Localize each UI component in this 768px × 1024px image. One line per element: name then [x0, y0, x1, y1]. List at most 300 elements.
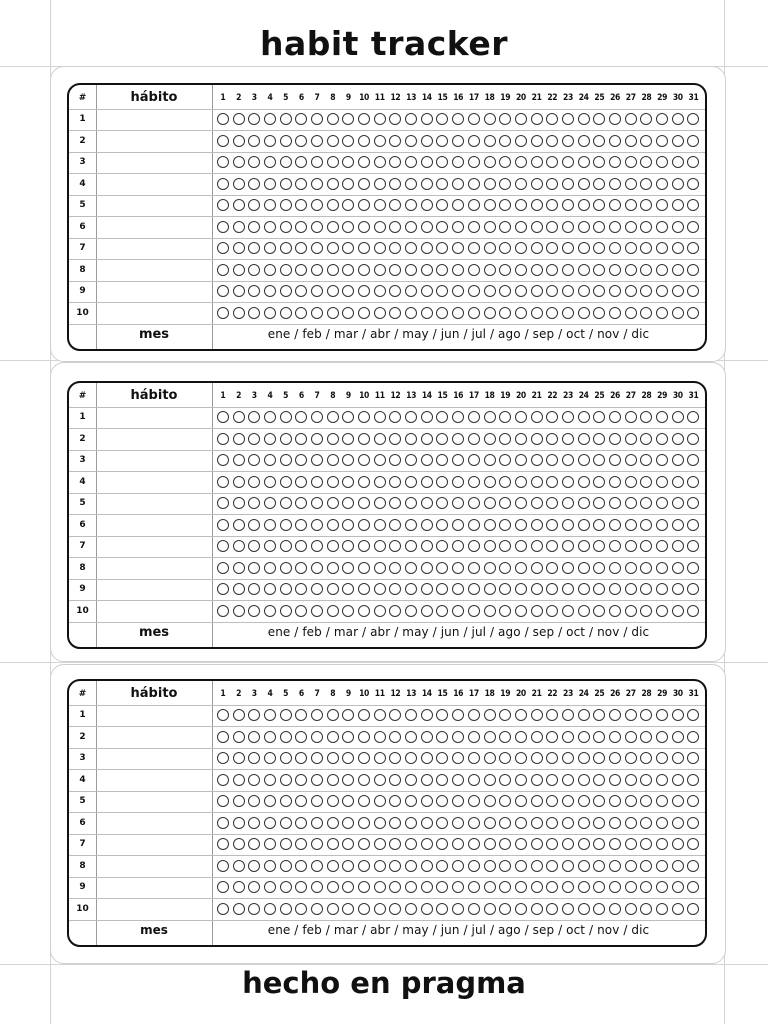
- day-check-circle[interactable]: [358, 860, 370, 872]
- habit-name-field[interactable]: [96, 769, 212, 791]
- day-check-circle[interactable]: [311, 199, 323, 211]
- day-check-circle[interactable]: [484, 497, 496, 509]
- day-check-circle[interactable]: [327, 540, 339, 552]
- day-check-circle[interactable]: [358, 817, 370, 829]
- day-check-circle[interactable]: [656, 709, 668, 721]
- day-check-circle[interactable]: [625, 605, 637, 617]
- day-check-circle[interactable]: [640, 752, 652, 764]
- day-check-circle[interactable]: [531, 838, 543, 850]
- day-check-circle[interactable]: [515, 795, 527, 807]
- day-check-circle[interactable]: [531, 264, 543, 276]
- day-check-circle[interactable]: [389, 113, 401, 125]
- day-check-circle[interactable]: [640, 860, 652, 872]
- day-check-circle[interactable]: [233, 752, 245, 764]
- day-check-circle[interactable]: [311, 307, 323, 319]
- day-check-circle[interactable]: [280, 881, 292, 893]
- day-check-circle[interactable]: [593, 476, 605, 488]
- day-check-circle[interactable]: [484, 285, 496, 297]
- day-check-circle[interactable]: [327, 454, 339, 466]
- day-check-circle[interactable]: [687, 497, 699, 509]
- day-check-circle[interactable]: [233, 242, 245, 254]
- day-check-circle[interactable]: [484, 540, 496, 552]
- day-check-circle[interactable]: [484, 583, 496, 595]
- day-check-circle[interactable]: [515, 307, 527, 319]
- day-check-circle[interactable]: [405, 519, 417, 531]
- day-check-circle[interactable]: [546, 178, 558, 190]
- day-check-circle[interactable]: [625, 178, 637, 190]
- day-check-circle[interactable]: [452, 221, 464, 233]
- day-check-circle[interactable]: [484, 605, 496, 617]
- day-check-circle[interactable]: [280, 199, 292, 211]
- day-check-circle[interactable]: [578, 562, 590, 574]
- day-check-circle[interactable]: [264, 817, 276, 829]
- day-check-circle[interactable]: [264, 307, 276, 319]
- day-check-circle[interactable]: [531, 242, 543, 254]
- day-check-circle[interactable]: [531, 817, 543, 829]
- day-check-circle[interactable]: [687, 752, 699, 764]
- day-check-circle[interactable]: [452, 562, 464, 574]
- day-check-circle[interactable]: [640, 454, 652, 466]
- day-check-circle[interactable]: [405, 221, 417, 233]
- day-check-circle[interactable]: [389, 605, 401, 617]
- day-check-circle[interactable]: [358, 264, 370, 276]
- day-check-circle[interactable]: [358, 562, 370, 574]
- day-check-circle[interactable]: [358, 454, 370, 466]
- day-check-circle[interactable]: [562, 307, 574, 319]
- day-check-circle[interactable]: [484, 519, 496, 531]
- day-check-circle[interactable]: [358, 135, 370, 147]
- day-check-circle[interactable]: [374, 540, 386, 552]
- day-check-circle[interactable]: [421, 433, 433, 445]
- day-check-circle[interactable]: [609, 731, 621, 743]
- day-check-circle[interactable]: [562, 135, 574, 147]
- day-check-circle[interactable]: [405, 135, 417, 147]
- day-check-circle[interactable]: [264, 433, 276, 445]
- day-check-circle[interactable]: [311, 774, 323, 786]
- day-check-circle[interactable]: [593, 156, 605, 168]
- day-check-circle[interactable]: [515, 709, 527, 721]
- day-check-circle[interactable]: [327, 135, 339, 147]
- day-check-circle[interactable]: [625, 774, 637, 786]
- day-check-circle[interactable]: [640, 242, 652, 254]
- day-check-circle[interactable]: [358, 178, 370, 190]
- day-check-circle[interactable]: [625, 476, 637, 488]
- day-check-circle[interactable]: [374, 178, 386, 190]
- day-check-circle[interactable]: [233, 476, 245, 488]
- day-check-circle[interactable]: [389, 860, 401, 872]
- day-check-circle[interactable]: [217, 519, 229, 531]
- day-check-circle[interactable]: [452, 519, 464, 531]
- day-check-circle[interactable]: [327, 752, 339, 764]
- day-check-circle[interactable]: [421, 264, 433, 276]
- day-check-circle[interactable]: [656, 476, 668, 488]
- day-check-circle[interactable]: [264, 519, 276, 531]
- day-check-circle[interactable]: [233, 199, 245, 211]
- day-check-circle[interactable]: [264, 583, 276, 595]
- day-check-circle[interactable]: [233, 731, 245, 743]
- day-check-circle[interactable]: [546, 817, 558, 829]
- day-check-circle[interactable]: [374, 562, 386, 574]
- day-check-circle[interactable]: [311, 156, 323, 168]
- day-check-circle[interactable]: [311, 709, 323, 721]
- day-check-circle[interactable]: [405, 454, 417, 466]
- day-check-circle[interactable]: [327, 860, 339, 872]
- day-check-circle[interactable]: [389, 881, 401, 893]
- day-check-circle[interactable]: [248, 881, 260, 893]
- day-check-circle[interactable]: [264, 476, 276, 488]
- day-check-circle[interactable]: [436, 307, 448, 319]
- day-check-circle[interactable]: [342, 264, 354, 276]
- day-check-circle[interactable]: [625, 817, 637, 829]
- day-check-circle[interactable]: [233, 817, 245, 829]
- day-check-circle[interactable]: [374, 264, 386, 276]
- day-check-circle[interactable]: [499, 903, 511, 915]
- day-check-circle[interactable]: [264, 178, 276, 190]
- day-check-circle[interactable]: [405, 881, 417, 893]
- day-check-circle[interactable]: [625, 433, 637, 445]
- day-check-circle[interactable]: [233, 454, 245, 466]
- day-check-circle[interactable]: [264, 497, 276, 509]
- day-check-circle[interactable]: [562, 731, 574, 743]
- day-check-circle[interactable]: [484, 860, 496, 872]
- day-check-circle[interactable]: [687, 540, 699, 552]
- day-check-circle[interactable]: [421, 221, 433, 233]
- day-check-circle[interactable]: [578, 903, 590, 915]
- day-check-circle[interactable]: [562, 519, 574, 531]
- day-check-circle[interactable]: [421, 199, 433, 211]
- day-check-circle[interactable]: [405, 307, 417, 319]
- day-check-circle[interactable]: [515, 519, 527, 531]
- day-check-circle[interactable]: [625, 497, 637, 509]
- day-check-circle[interactable]: [562, 562, 574, 574]
- day-check-circle[interactable]: [327, 199, 339, 211]
- day-check-circle[interactable]: [311, 752, 323, 764]
- day-check-circle[interactable]: [515, 476, 527, 488]
- day-check-circle[interactable]: [389, 903, 401, 915]
- day-check-circle[interactable]: [280, 731, 292, 743]
- day-check-circle[interactable]: [578, 774, 590, 786]
- day-check-circle[interactable]: [374, 135, 386, 147]
- day-check-circle[interactable]: [405, 795, 417, 807]
- day-check-circle[interactable]: [436, 519, 448, 531]
- day-check-circle[interactable]: [358, 519, 370, 531]
- day-check-circle[interactable]: [452, 731, 464, 743]
- day-check-circle[interactable]: [656, 113, 668, 125]
- day-check-circle[interactable]: [609, 709, 621, 721]
- day-check-circle[interactable]: [358, 411, 370, 423]
- day-check-circle[interactable]: [295, 817, 307, 829]
- day-check-circle[interactable]: [546, 433, 558, 445]
- day-check-circle[interactable]: [578, 476, 590, 488]
- day-check-circle[interactable]: [421, 881, 433, 893]
- day-check-circle[interactable]: [609, 113, 621, 125]
- day-check-circle[interactable]: [280, 605, 292, 617]
- day-check-circle[interactable]: [452, 752, 464, 764]
- day-check-circle[interactable]: [233, 264, 245, 276]
- day-check-circle[interactable]: [546, 307, 558, 319]
- habit-name-field[interactable]: [96, 855, 212, 877]
- day-check-circle[interactable]: [640, 156, 652, 168]
- day-check-circle[interactable]: [672, 476, 684, 488]
- day-check-circle[interactable]: [233, 838, 245, 850]
- day-check-circle[interactable]: [233, 709, 245, 721]
- day-check-circle[interactable]: [436, 562, 448, 574]
- day-check-circle[interactable]: [421, 838, 433, 850]
- day-check-circle[interactable]: [217, 156, 229, 168]
- habit-name-field[interactable]: [96, 898, 212, 920]
- day-check-circle[interactable]: [499, 135, 511, 147]
- day-check-circle[interactable]: [389, 795, 401, 807]
- day-check-circle[interactable]: [342, 838, 354, 850]
- day-check-circle[interactable]: [546, 135, 558, 147]
- day-check-circle[interactable]: [389, 199, 401, 211]
- day-check-circle[interactable]: [311, 881, 323, 893]
- day-check-circle[interactable]: [452, 242, 464, 254]
- day-check-circle[interactable]: [342, 113, 354, 125]
- day-check-circle[interactable]: [295, 221, 307, 233]
- day-check-circle[interactable]: [421, 476, 433, 488]
- day-check-circle[interactable]: [468, 307, 480, 319]
- day-check-circle[interactable]: [374, 752, 386, 764]
- day-check-circle[interactable]: [531, 221, 543, 233]
- day-check-circle[interactable]: [233, 519, 245, 531]
- day-check-circle[interactable]: [656, 562, 668, 574]
- day-check-circle[interactable]: [578, 497, 590, 509]
- day-check-circle[interactable]: [531, 135, 543, 147]
- day-check-circle[interactable]: [405, 476, 417, 488]
- day-check-circle[interactable]: [672, 881, 684, 893]
- day-check-circle[interactable]: [421, 731, 433, 743]
- day-check-circle[interactable]: [468, 774, 480, 786]
- habit-name-field[interactable]: [96, 238, 212, 260]
- day-check-circle[interactable]: [405, 497, 417, 509]
- habit-name-field[interactable]: [96, 834, 212, 856]
- day-check-circle[interactable]: [295, 411, 307, 423]
- day-check-circle[interactable]: [280, 795, 292, 807]
- day-check-circle[interactable]: [405, 411, 417, 423]
- day-check-circle[interactable]: [593, 540, 605, 552]
- day-check-circle[interactable]: [248, 838, 260, 850]
- day-check-circle[interactable]: [358, 731, 370, 743]
- day-check-circle[interactable]: [217, 605, 229, 617]
- day-check-circle[interactable]: [311, 221, 323, 233]
- day-check-circle[interactable]: [389, 540, 401, 552]
- day-check-circle[interactable]: [625, 519, 637, 531]
- day-check-circle[interactable]: [593, 752, 605, 764]
- day-check-circle[interactable]: [311, 731, 323, 743]
- day-check-circle[interactable]: [233, 135, 245, 147]
- day-check-circle[interactable]: [389, 497, 401, 509]
- day-check-circle[interactable]: [578, 838, 590, 850]
- day-check-circle[interactable]: [405, 774, 417, 786]
- day-check-circle[interactable]: [562, 221, 574, 233]
- day-check-circle[interactable]: [593, 242, 605, 254]
- day-check-circle[interactable]: [280, 454, 292, 466]
- day-check-circle[interactable]: [531, 752, 543, 764]
- day-check-circle[interactable]: [217, 113, 229, 125]
- day-check-circle[interactable]: [687, 881, 699, 893]
- day-check-circle[interactable]: [656, 795, 668, 807]
- day-check-circle[interactable]: [264, 199, 276, 211]
- day-check-circle[interactable]: [436, 817, 448, 829]
- day-check-circle[interactable]: [562, 113, 574, 125]
- day-check-circle[interactable]: [484, 476, 496, 488]
- day-check-circle[interactable]: [421, 605, 433, 617]
- day-check-circle[interactable]: [484, 199, 496, 211]
- day-check-circle[interactable]: [640, 285, 652, 297]
- day-check-circle[interactable]: [342, 817, 354, 829]
- day-check-circle[interactable]: [327, 242, 339, 254]
- day-check-circle[interactable]: [248, 583, 260, 595]
- day-check-circle[interactable]: [609, 497, 621, 509]
- day-check-circle[interactable]: [452, 433, 464, 445]
- day-check-circle[interactable]: [405, 709, 417, 721]
- day-check-circle[interactable]: [327, 476, 339, 488]
- day-check-circle[interactable]: [656, 156, 668, 168]
- day-check-circle[interactable]: [374, 817, 386, 829]
- day-check-circle[interactable]: [295, 540, 307, 552]
- day-check-circle[interactable]: [578, 199, 590, 211]
- day-check-circle[interactable]: [578, 519, 590, 531]
- day-check-circle[interactable]: [280, 156, 292, 168]
- day-check-circle[interactable]: [358, 433, 370, 445]
- day-check-circle[interactable]: [217, 540, 229, 552]
- day-check-circle[interactable]: [578, 817, 590, 829]
- day-check-circle[interactable]: [515, 113, 527, 125]
- day-check-circle[interactable]: [672, 519, 684, 531]
- day-check-circle[interactable]: [280, 860, 292, 872]
- day-check-circle[interactable]: [280, 178, 292, 190]
- day-check-circle[interactable]: [640, 774, 652, 786]
- day-check-circle[interactable]: [217, 497, 229, 509]
- day-check-circle[interactable]: [672, 264, 684, 276]
- day-check-circle[interactable]: [609, 540, 621, 552]
- day-check-circle[interactable]: [233, 307, 245, 319]
- day-check-circle[interactable]: [499, 497, 511, 509]
- day-check-circle[interactable]: [468, 562, 480, 574]
- day-check-circle[interactable]: [609, 433, 621, 445]
- day-check-circle[interactable]: [687, 731, 699, 743]
- day-check-circle[interactable]: [374, 731, 386, 743]
- day-check-circle[interactable]: [405, 860, 417, 872]
- day-check-circle[interactable]: [217, 731, 229, 743]
- day-check-circle[interactable]: [578, 156, 590, 168]
- day-check-circle[interactable]: [436, 242, 448, 254]
- day-check-circle[interactable]: [358, 605, 370, 617]
- day-check-circle[interactable]: [625, 307, 637, 319]
- day-check-circle[interactable]: [546, 285, 558, 297]
- day-check-circle[interactable]: [609, 903, 621, 915]
- day-check-circle[interactable]: [233, 795, 245, 807]
- habit-name-field[interactable]: [96, 471, 212, 493]
- day-check-circle[interactable]: [358, 881, 370, 893]
- day-check-circle[interactable]: [578, 881, 590, 893]
- day-check-circle[interactable]: [358, 583, 370, 595]
- day-check-circle[interactable]: [499, 583, 511, 595]
- day-check-circle[interactable]: [578, 242, 590, 254]
- day-check-circle[interactable]: [295, 731, 307, 743]
- day-check-circle[interactable]: [656, 881, 668, 893]
- day-check-circle[interactable]: [358, 476, 370, 488]
- day-check-circle[interactable]: [625, 731, 637, 743]
- day-check-circle[interactable]: [217, 795, 229, 807]
- day-check-circle[interactable]: [499, 562, 511, 574]
- habit-name-field[interactable]: [96, 579, 212, 601]
- day-check-circle[interactable]: [593, 838, 605, 850]
- day-check-circle[interactable]: [687, 221, 699, 233]
- day-check-circle[interactable]: [280, 774, 292, 786]
- day-check-circle[interactable]: [499, 709, 511, 721]
- day-check-circle[interactable]: [327, 433, 339, 445]
- day-check-circle[interactable]: [342, 178, 354, 190]
- day-check-circle[interactable]: [264, 731, 276, 743]
- day-check-circle[interactable]: [342, 540, 354, 552]
- day-check-circle[interactable]: [515, 774, 527, 786]
- day-check-circle[interactable]: [625, 881, 637, 893]
- day-check-circle[interactable]: [687, 264, 699, 276]
- day-check-circle[interactable]: [436, 774, 448, 786]
- day-check-circle[interactable]: [625, 135, 637, 147]
- day-check-circle[interactable]: [515, 433, 527, 445]
- day-check-circle[interactable]: [593, 113, 605, 125]
- day-check-circle[interactable]: [499, 838, 511, 850]
- day-check-circle[interactable]: [640, 903, 652, 915]
- day-check-circle[interactable]: [484, 731, 496, 743]
- day-check-circle[interactable]: [609, 411, 621, 423]
- day-check-circle[interactable]: [531, 199, 543, 211]
- day-check-circle[interactable]: [327, 497, 339, 509]
- day-check-circle[interactable]: [295, 433, 307, 445]
- day-check-circle[interactable]: [531, 562, 543, 574]
- day-check-circle[interactable]: [217, 178, 229, 190]
- day-check-circle[interactable]: [233, 540, 245, 552]
- day-check-circle[interactable]: [233, 433, 245, 445]
- day-check-circle[interactable]: [452, 540, 464, 552]
- day-check-circle[interactable]: [264, 242, 276, 254]
- day-check-circle[interactable]: [405, 178, 417, 190]
- day-check-circle[interactable]: [295, 242, 307, 254]
- day-check-circle[interactable]: [578, 709, 590, 721]
- day-check-circle[interactable]: [562, 817, 574, 829]
- day-check-circle[interactable]: [389, 562, 401, 574]
- day-check-circle[interactable]: [546, 454, 558, 466]
- day-check-circle[interactable]: [562, 264, 574, 276]
- day-check-circle[interactable]: [248, 605, 260, 617]
- day-check-circle[interactable]: [468, 433, 480, 445]
- day-check-circle[interactable]: [531, 774, 543, 786]
- day-check-circle[interactable]: [311, 476, 323, 488]
- day-check-circle[interactable]: [421, 156, 433, 168]
- day-check-circle[interactable]: [436, 476, 448, 488]
- day-check-circle[interactable]: [484, 903, 496, 915]
- day-check-circle[interactable]: [452, 411, 464, 423]
- day-check-circle[interactable]: [640, 307, 652, 319]
- day-check-circle[interactable]: [248, 285, 260, 297]
- day-check-circle[interactable]: [468, 497, 480, 509]
- day-check-circle[interactable]: [248, 178, 260, 190]
- day-check-circle[interactable]: [233, 156, 245, 168]
- day-check-circle[interactable]: [421, 583, 433, 595]
- day-check-circle[interactable]: [531, 903, 543, 915]
- day-check-circle[interactable]: [546, 795, 558, 807]
- habit-name-field[interactable]: [96, 302, 212, 324]
- day-check-circle[interactable]: [374, 476, 386, 488]
- habit-name-field[interactable]: [96, 812, 212, 834]
- day-check-circle[interactable]: [515, 135, 527, 147]
- day-check-circle[interactable]: [499, 540, 511, 552]
- day-check-circle[interactable]: [609, 860, 621, 872]
- day-check-circle[interactable]: [233, 583, 245, 595]
